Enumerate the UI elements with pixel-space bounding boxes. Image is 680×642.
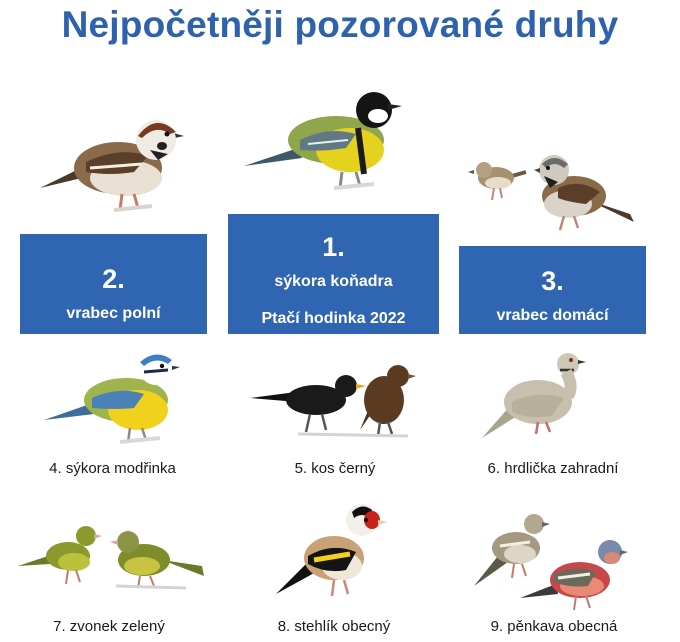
podium-rank: 1. bbox=[322, 232, 345, 262]
blue-tit-illustration bbox=[40, 346, 190, 446]
species-label: 8. stehlík obecný bbox=[277, 618, 391, 635]
house-sparrow-illustration bbox=[468, 150, 643, 232]
species-label: 7. zvonek zelený bbox=[53, 618, 165, 635]
great-tit-illustration bbox=[238, 88, 408, 198]
podium-box-first bbox=[228, 214, 439, 334]
species-label: 9. pěnkava obecná bbox=[490, 618, 618, 635]
page-title: Nejpočetněji pozorované druhy bbox=[61, 4, 619, 45]
podium-rank: 2. bbox=[102, 264, 125, 294]
podium-rank: 3. bbox=[541, 266, 564, 296]
podium-species-name: sýkora koňadra bbox=[274, 273, 393, 290]
greenfinch-pair-illustration bbox=[16, 516, 206, 592]
podium-box-third bbox=[459, 246, 646, 334]
blackbird-pair-illustration bbox=[248, 362, 418, 442]
chaffinch-pair-illustration bbox=[472, 506, 632, 612]
collared-dove-illustration bbox=[478, 346, 593, 446]
podium-event-subtitle: Ptačí hodinka 2022 bbox=[261, 310, 406, 327]
goldfinch-illustration bbox=[272, 498, 390, 600]
species-label: 6. hrdlička zahradní bbox=[487, 460, 619, 477]
tree-sparrow-illustration bbox=[30, 106, 190, 216]
podium-species-name: vrabec domácí bbox=[496, 307, 609, 324]
podium-species-name: vrabec polní bbox=[66, 305, 161, 322]
podium-box-second bbox=[20, 234, 207, 334]
species-label: 5. kos černý bbox=[294, 460, 376, 477]
species-label: 4. sýkora modřinka bbox=[49, 460, 176, 477]
